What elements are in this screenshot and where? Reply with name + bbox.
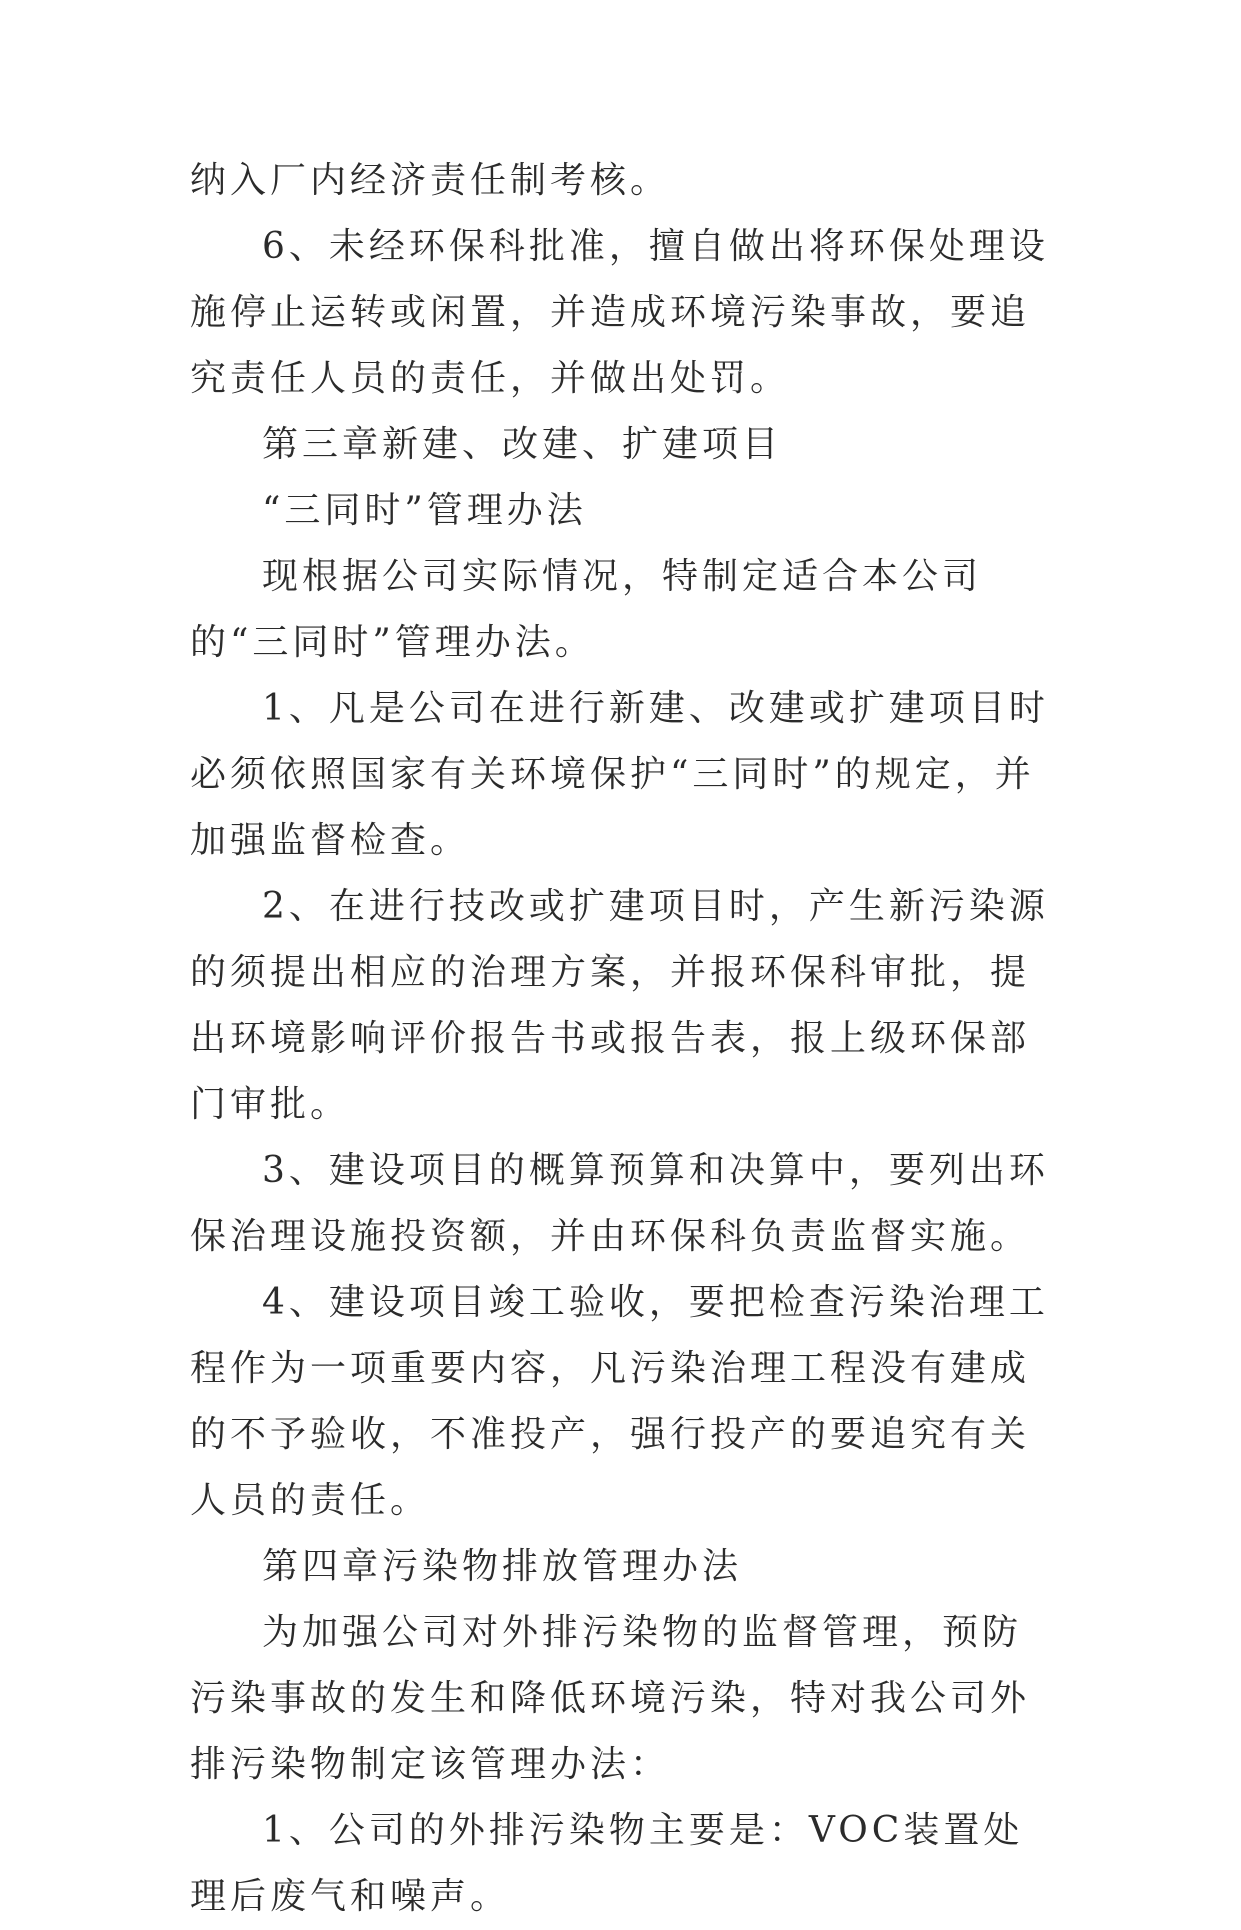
chapter-4-intro: 为加强公司对外排污染物的监督管理，预防污染事故的发生和降低环境污染，特对我公司外排污染物制定该管理办法： xyxy=(190,1612,1031,1785)
paragraph-continuation: 纳入厂内经济责任制考核。 xyxy=(190,160,671,201)
paragraph-item-6: 6、未经环保科批准，擅自做出将环保处理设施停止运转或闲置，并造成环境污染事故，要追究责任人员的责任，并做出处罚。 xyxy=(190,226,1049,399)
chapter-3-item-2: 2、在进行技改或扩建项目时，产生新污染源的须提出相应的治理方案，并报环保科审批，提出环境影响评价报告书或报告表，报上级环保部门审批。 xyxy=(190,886,1049,1125)
chapter-3-subheading: “三同时”管理办法 xyxy=(262,490,587,531)
chapter-3-intro: 现根据公司实际情况，特制定适合本公司的“三同时”管理办法。 xyxy=(190,556,983,663)
chapter-3-heading: 第三章新建、改建、扩建项目 xyxy=(262,424,783,465)
chapter-3-item-3: 3、建设项目的概算预算和决算中，要列出环保治理设施投资额，并由环保科负责监督实施。 xyxy=(190,1150,1049,1257)
chapter-3-item-4: 4、建设项目竣工验收，要把检查污染治理工程作为一项重要内容，凡污染治理工程没有建成的不予验收，不准投产，强行投产的要追究有关人员的责任。 xyxy=(190,1282,1049,1521)
chapter-4-heading: 第四章污染物排放管理办法 xyxy=(262,1546,743,1587)
chapter-4-item-1: 1、公司的外排污染物主要是：VOC装置处理后废气和噪声。 xyxy=(190,1810,1024,1917)
document-body xyxy=(190,148,1050,1930)
chapter-3-item-1: 1、凡是公司在进行新建、改建或扩建项目时必须依照国家有关环境保护“三同时”的规定，并加强监督检查。 xyxy=(190,688,1049,861)
